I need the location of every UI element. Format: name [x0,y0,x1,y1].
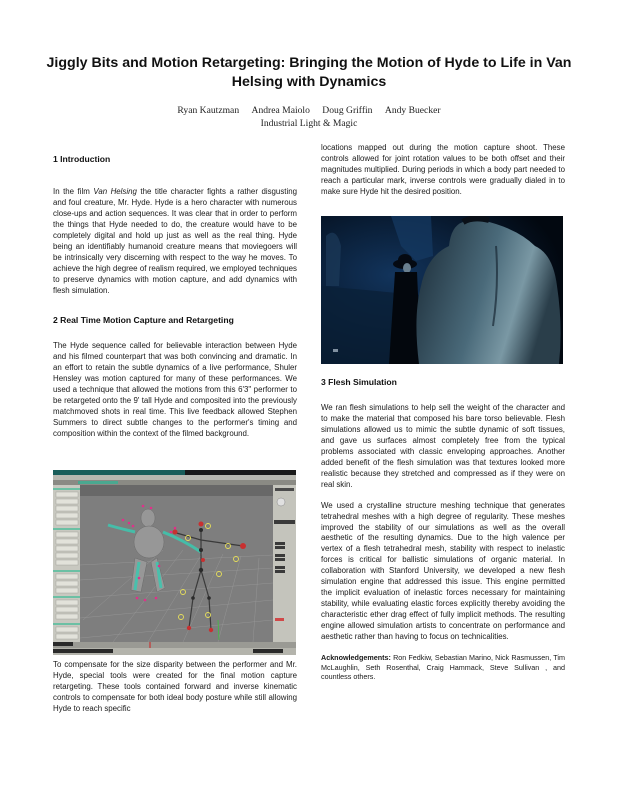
intro-paragraph [53,187,297,297]
paper-title: Jiggly Bits and Motion Retargeting: Bringing the Motion of Hyde to Life in Van Helsing with Dynamics [46,55,572,90]
author-name: Doug Griffin [322,105,373,116]
author-name: Ryan Kautzman [177,105,240,116]
mocap-paragraph-2-continued: locations mapped out during the motion capture shoot. These controls allowed for joint rotation values to be both offset and their magnitudes multiplied. During periods in which a body part needed to reach a particular mark, inverse controls were gradually dialed in to make sure Hyde hit the desired position. [321,143,565,196]
author-name: Andrea Maiolo [251,105,310,116]
author-block [0,104,618,130]
acknowledgements-text: Ron Fedkiw, Sebastian Marino, Nick Rasmussen, Tim McLaughlin, Seth Rosenthal, Craig Hammack, Steve Sullivan , and countless others. [321,653,565,682]
acknowledgements [321,653,565,682]
film-still-image [321,216,563,364]
mocap-paragraph-2: To compensate for the size disparity between the performer and Mr. Hyde, special tools were created for the final motion capture retargeting. These tools contained forward and inverse kinematic controls to compensate for both ideal body posture while still allowing Hyde to reach specific [53,660,297,713]
author-list [0,104,618,117]
figure-motion-retargeting-software [53,470,296,655]
software-screenshot-image [53,470,296,655]
mocap-paragraph-1: The Hyde sequence called for believable interaction between Hyde and his filmed counterpart that was both convincing and dramatic. In an effort to retain the subtle dynamics of a live performance, Shuler Hensley was motion captured for many of these performances. We used a technique that allowed the motions from this 6'3" performer to be retargeted onto the 9' tall Hyde and composited into the previously matchmoved shots in real time. This live feedback allowed Stephen Summers to direct subtle changes to the performer's timing and composition within the context of the filmed background. [53,341,297,438]
flesh-paragraph-2: We used a crystalline structure meshing technique that generates tetrahedral meshes with a high degree of regularity. These meshes improved the stability of our simulations as well as the overall aesthetic of the resulting dynamics. Due to the high valence per vertex of a flesh tetrahedral mesh, stability with respect to inelastic forces is critical for ballistic simulations of organic material. In collaboration with Stanford University, we developed a new flesh simulation engine that addressed this issue. This engine permitted the implicit evaluation of inelastic forces necessary for maintaining stability, while evaluating elastic forces explicitly thereby avoiding the characteristic ether drag effect of fully implicit methods. The resulting engine allowed simulation artists to concentrate on performance and aesthetic rather than having to focus on technicalities. [321,500,565,642]
section-motion-capture [53,315,297,440]
flesh-paragraph-1: We ran flesh simulations to help sell the weight of the character and to make the material that composed his bare torso believable. Flesh simulations allowed us to mimic the subtle dynamic of soft tissues, and gave us surfaces almost completely free from the typical problems associated with classic enveloping approaches. Another added benefit of the flesh simulation was that textures looked more realistic because they stretched and compressed as if they were on real skin. [321,403,565,489]
acknowledgements-label: Acknowledgements: [321,653,391,663]
affiliation: Industrial Light & Magic [260,118,358,129]
author-name: Andy Buecker [384,105,441,116]
text-run: the title character fights a rather disgusting and foul creature, Mr. Hyde. Hyde is a hero character with numerous close-ups and action sequences. It was clear that in order to perform the things that Hyde needed to do, the creature would have to be completely digital and hold up just as well as the real thing. Hyde being an identifiably humanoid creature means that moviegoers will be intrinsically very discerning with respect to the way he moves. To achieve the high degree of realism required, we employed techniques to preserve dynamics with motion capture, and add dynamics with flesh simulation. [53,187,297,295]
section-flesh-simulation [321,377,565,682]
section-heading: 1 Introduction [53,154,111,164]
film-title-italic: Van Helsing [93,187,137,196]
section-introduction [53,154,297,297]
section-heading: 3 Flesh Simulation [321,377,397,387]
mocap-paragraph-2-block [53,660,297,715]
section-heading: 2 Real Time Motion Capture and Retargeting [53,315,234,325]
figure-hyde-film-still [321,216,563,364]
text-run: In the film [53,187,94,196]
mocap-paragraph-2-continued-block [321,143,565,198]
